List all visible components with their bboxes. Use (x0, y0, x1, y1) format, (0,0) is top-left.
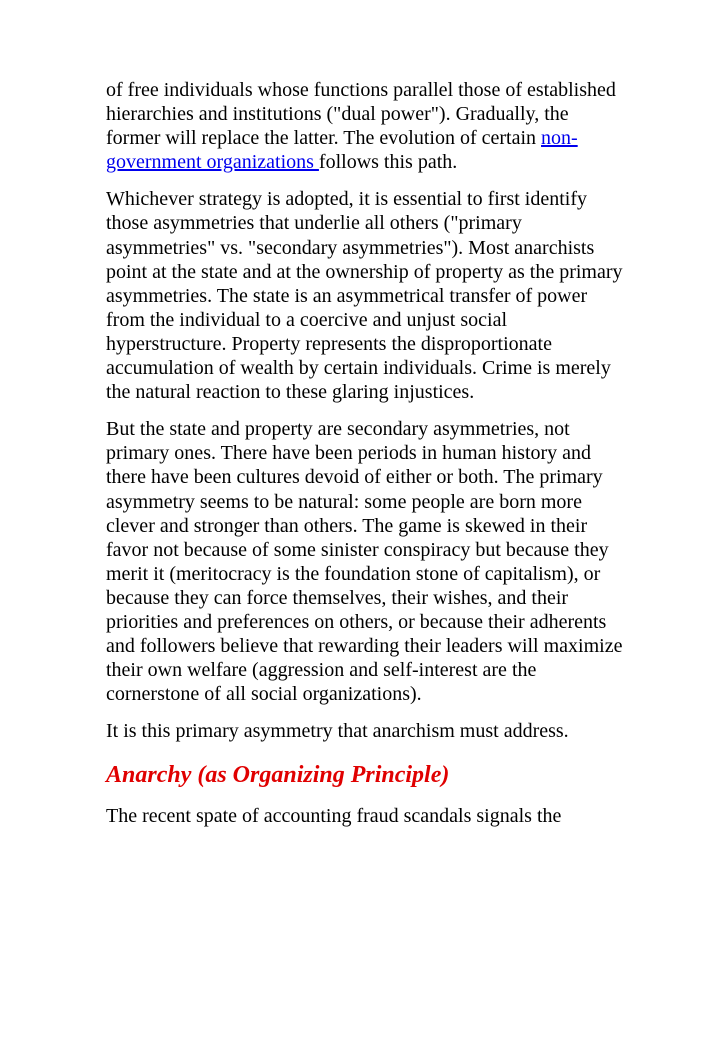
paragraph-asymmetries: Whichever strategy is adopted, it is essential to first identify those asymmetries that underlie all others ("primary asymmetries" vs. "secondary asymmetries"). Most anarchists point at the state and at the ownership of property as the primary asymmetries. The state is an asymmetrical transfer of power from the individual to a coercive and unjust social hyperstructure. Property represents the disproportionate accumulation of wealth by certain individuals. Crime is merely the natural reaction to these glaring injustices. (106, 188, 623, 404)
ngo-link[interactable]: non-government organizations (106, 127, 578, 174)
paragraph-accounting-fraud: The recent spate of accounting fraud scandals signals the (106, 805, 562, 828)
paragraph-dual-power (106, 78, 626, 174)
paragraph-text: follows this path. (318, 151, 458, 174)
paragraph-primary-asymmetry: It is this primary asymmetry that anarchism must address. (106, 720, 569, 743)
document-page (106, 78, 626, 842)
paragraph-secondary-asymmetries: But the state and property are secondary asymmetries, not primary ones. There have been periods in human history and there have been cultures devoid of either or both. The primary asymmetry seems to be natural: some people are born more clever and stronger than others. The game is skewed in their favor not because of some sinister conspiracy but because they merit it (meritocracy is the foundation stone of capitalism), or because they can force themselves, their wishes, and their priorities and preferences on others, or because their adherents and followers believe that rewarding their leaders will maximize their own welfare (aggression and self-interest are the cornerstone of all social organizations). (106, 418, 623, 706)
section-heading: Anarchy (as Organizing Principle) (106, 762, 450, 789)
paragraph-text: of free individuals whose functions parallel those of established hierarchies and institutions ("dual power"). Gradually, the former will replace the latter. The evolution of certain (106, 79, 616, 150)
